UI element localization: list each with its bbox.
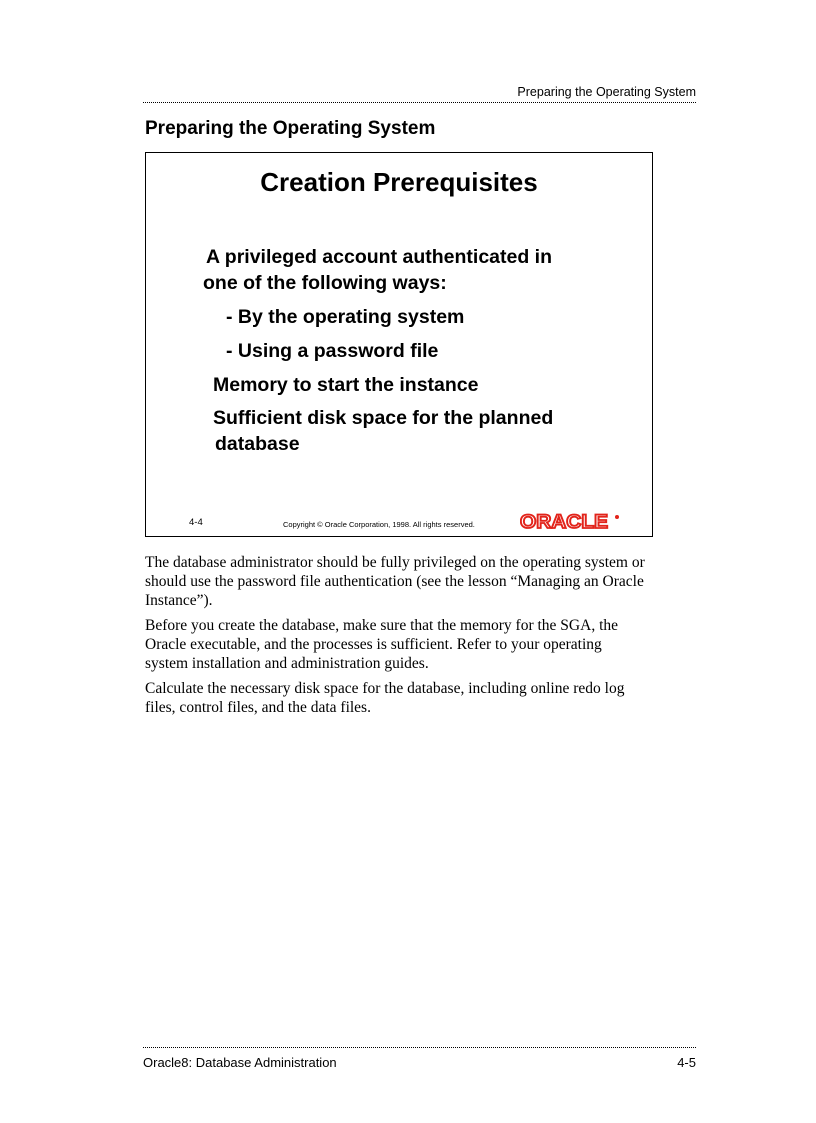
slide-number: 4-4 <box>189 517 203 528</box>
footer-course-title: Oracle8: Database Administration <box>143 1055 337 1070</box>
oracle-logo-dot <box>615 515 619 519</box>
oracle-logo-text: ORACLE <box>520 512 608 532</box>
body-text <box>145 553 645 723</box>
slide-sub-bullet: - Using a password file <box>226 340 439 362</box>
slide-title: Creation Prerequisites <box>260 167 538 197</box>
body-paragraph: Before you create the database, make sure that the memory for the SGA, the Oracle executable, and the processes is sufficient. Refer to your operating system installation and administration guides. <box>145 617 618 672</box>
slide-sub-bullet: - By the operating system <box>226 306 465 328</box>
section-title: Preparing the Operating System <box>145 118 436 139</box>
footer-divider <box>143 1047 696 1048</box>
header-divider <box>143 102 696 103</box>
running-header: Preparing the Operating System <box>517 85 696 99</box>
footer-page-number: 4-5 <box>677 1055 696 1070</box>
slide-bullet-line: database <box>215 433 300 455</box>
body-paragraph: The database administrator should be fully privileged on the operating system or should use the password file authentication (see the lesson “Managing an Oracle Instance”). <box>145 554 645 609</box>
slide-bullet-line: one of the following ways: <box>203 272 447 294</box>
oracle-logo <box>520 512 622 532</box>
copyright-notice: Copyright © Oracle Corporation, 1998. All rights reserved. <box>283 520 475 529</box>
body-paragraph: Calculate the necessary disk space for the database, including online redo log files, control files, and the data files. <box>145 680 625 716</box>
slide-frame <box>145 152 653 537</box>
slide-bullet-line: Memory to start the instance <box>213 374 479 396</box>
slide-bullet-line: Sufficient disk space for the planned <box>213 407 554 429</box>
slide-bullet-line: A privileged account authenticated in <box>206 246 553 268</box>
